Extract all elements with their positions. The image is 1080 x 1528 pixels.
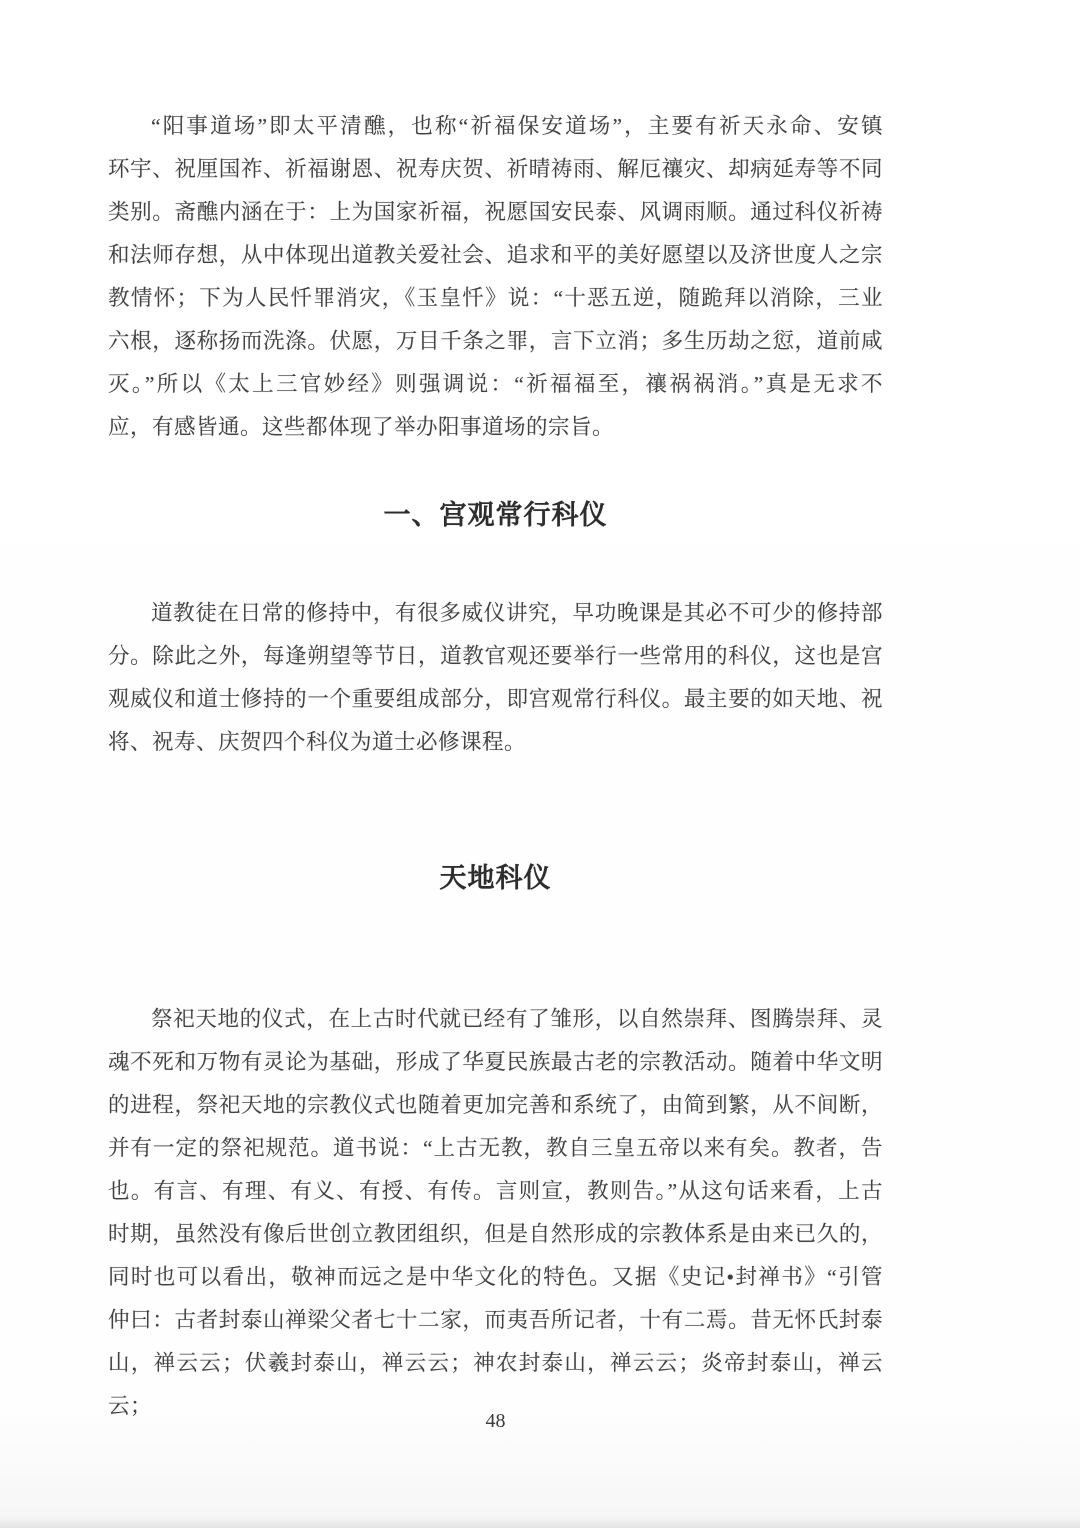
text-line: 也。有言、有理、有义、有授、有传。言则宣，教则告。”从这句话来看，上古	[108, 1179, 883, 1203]
text-line: 的进程，祭祀天地的宗教仪式也随着更加完善和系统了，由简到繁，从不间断，	[108, 1093, 883, 1117]
text-line: 观威仪和道士修持的一个重要组成部分，即宫观常行科仪。最主要的如天地、祝	[108, 687, 883, 711]
text-line: “阳事道场”即太平清醮，也称“祈福保安道场”，主要有祈天永命、安镇	[151, 114, 883, 138]
text-line: 祭祀天地的仪式，在上古时代就已经有了雏形，以自然崇拜、图腾崇拜、灵	[151, 1007, 883, 1031]
text-line: 同时也可以看出，敬神而远之是中华文化的特色。又据《史记•封禅书》“引管	[108, 1265, 883, 1289]
text-line: 和法师存想，从中体现出道教关爱社会、追求和平的美好愿望以及济世度人之宗	[108, 243, 883, 267]
heading-gongguan-changxing-keyi: 一、宫观常行科仪	[383, 500, 608, 530]
text-line: 并有一定的祭祀规范。道书说：“上古无教，教自三皇五帝以来有矣。教者，告	[108, 1136, 883, 1160]
text-line: 山，禅云云；伏羲封泰山，禅云云；神农封泰山，禅云云；炎帝封泰山，禅云云；	[108, 1351, 883, 1418]
text-line: 教情怀；下为人民忏罪消灾，《玉皇忏》说：“十恶五逆，随跪拜以消除，三业	[108, 286, 883, 310]
heading-tiandi-keyi: 天地科仪	[439, 863, 552, 893]
text-line: 将、祝寿、庆贺四个科仪为道士必修课程。	[108, 730, 527, 754]
page-number: 48	[485, 1410, 506, 1432]
text-line: 类别。斋醮内涵在于：上为国家祈福，祝愿国安民泰、风调雨顺。通过科仪祈祷	[108, 200, 883, 224]
page-content	[108, 0, 883, 1428]
text-line: 道教徒在日常的修持中，有很多威仪讲究，早功晚课是其必不可少的修持部	[151, 601, 883, 625]
text-line: 六根，逐称扬而洗涤。伏愿，万目千条之罪，言下立消；多生历劫之愆，道前咸	[108, 329, 883, 353]
paragraph-yangshi-daochang	[108, 105, 883, 449]
text-line: 分。除此之外，每逢朔望等节日，道教官观还要举行一些常用的科仪，这也是宫	[108, 644, 883, 668]
text-line: 环宇、祝厘国祚、祈福谢恩、祝寿庆贺、祈晴祷雨、解厄禳灾、却病延寿等不同	[108, 157, 883, 181]
text-line: 应，有感皆通。这些都体现了举办阳事道场的宗旨。	[108, 415, 615, 439]
text-line: 灭。”所以《太上三官妙经》则强调说：“祈福福至，禳祸祸消。”真是无求不	[108, 372, 883, 396]
paragraph-daojiaotu-xiuchi	[108, 592, 883, 764]
text-line: 时期，虽然没有像后世创立教团组织，但是自然形成的宗教体系是由来已久的，	[108, 1222, 883, 1246]
text-line: 魂不死和万物有灵论为基础，形成了华夏民族最古老的宗教活动。随着中华文明	[108, 1050, 883, 1074]
text-line: 仲曰：古者封泰山禅梁父者七十二家，而夷吾所记者，十有二焉。昔无怀氏封泰	[108, 1308, 883, 1332]
paragraph-jisi-tiandi	[108, 998, 883, 1428]
